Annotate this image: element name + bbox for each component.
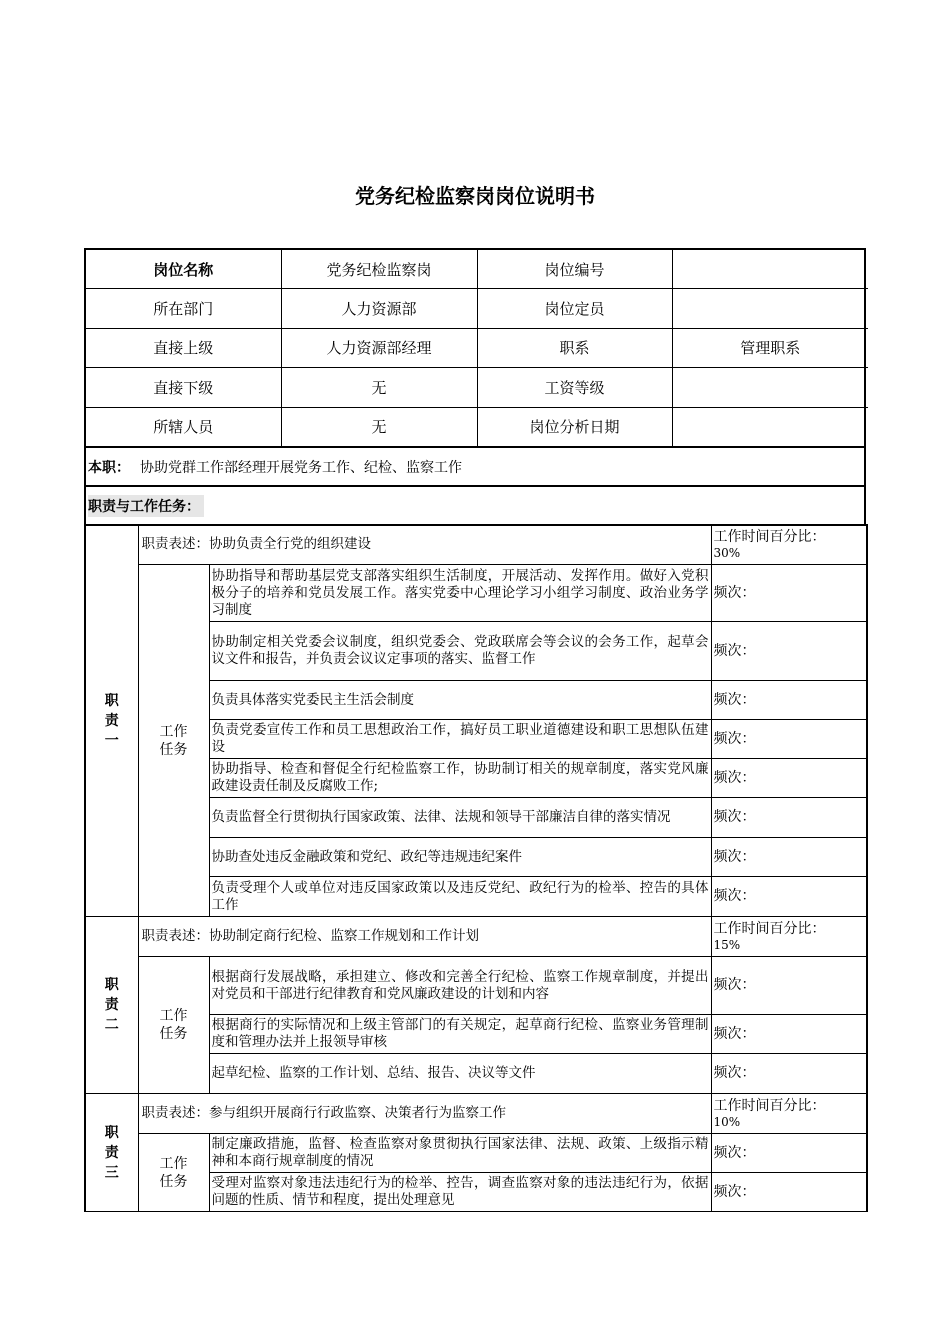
task-text: 根据商行的实际情况和上级主管部门的有关规定，起草商行纪检、监察业务管理制度和管理办法并上报领导审核 [209,1015,711,1054]
task-text: 根据商行发展战略，承担建立、修改和完善全行纪检、监察工作规章制度，并提出对党员和干部进行纪律教育和党风廉政建设的计划和内容 [209,957,711,1015]
info-row [86,407,868,446]
section-header [84,485,866,526]
frequency: 频次： [711,838,867,877]
duty-name-text: 职责一 [104,692,119,749]
time-percentage-label: 工作时间百分比： [713,920,826,937]
work-tasks-text: 工作任务 [159,723,188,758]
page-title: 党务纪检监察岗岗位说明书 [355,184,595,208]
info-label: 所在部门 [86,289,281,329]
time-percentage-label: 工作时间百分比： [713,528,826,545]
frequency: 频次： [711,720,867,759]
frequency: 频次： [711,957,867,1015]
frequency: 频次： [711,759,867,798]
frequency: 频次： [711,1173,867,1212]
task-text: 负责监督全行贯彻执行国家政策、法律、法规和领导干部廉洁自律的落实情况 [209,798,711,838]
time-percentage-value: 15% [713,937,741,952]
mission-label: 本职： [88,459,130,476]
duty-name-text: 职责三 [104,1124,119,1181]
duty-name [85,525,138,917]
duty-description: 职责表述：参与组织开展商行行政监察、决策者行为监察工作 [138,1094,711,1134]
time-percentage-label: 工作时间百分比： [713,1097,826,1114]
info-label: 直接下级 [86,368,281,408]
info-label: 工资等级 [477,368,672,408]
info-label: 直接上级 [86,328,281,368]
info-label: 职系 [477,328,672,368]
time-percentage [711,1094,867,1134]
task-text: 负责受理个人或单位对违反国家政策以及违反党纪、政纪行为的检举、控告的具体工作 [209,877,711,917]
task-text: 协助查处违反金融政策和党纪、政纪等违规违纪案件 [209,838,711,877]
info-value: 管理职系 [672,328,868,368]
duty-name [85,917,138,1094]
duty-desc-row [85,1094,867,1134]
task-text: 协助指导和帮助基层党支部落实组织生活制度，开展活动、发挥作用。做好入党积极分子的培养和党员发展工作。落实党委中心理论学习小组学习制度、政治业务学习制度 [209,565,711,622]
position-info-table [84,248,866,448]
task-text: 负责党委宣传工作和员工思想政治工作，搞好员工职业道德建设和职工思想队伍建设 [209,720,711,759]
time-percentage-value: 10% [713,1114,741,1129]
task-row [85,1134,867,1173]
info-row [86,250,868,289]
task-text: 制定廉政措施，监督、检查监察对象贯彻执行国家法律、法规、政策、上级指示精神和本商行规章制度的情况 [209,1134,711,1173]
time-percentage [711,525,867,565]
task-row [85,565,867,622]
duty-name [85,1094,138,1212]
info-value [672,250,868,289]
info-label: 岗位定员 [477,289,672,329]
frequency: 频次： [711,1054,867,1094]
mission-row [84,446,866,487]
info-value: 人力资源部 [281,289,477,329]
work-tasks-label [138,957,209,1094]
task-text: 协助指导、检查和督促全行纪检监察工作，协助制订相关的规章制度，落实党风廉政建设责任制及反腐败工作; [209,759,711,798]
work-tasks-label [138,1134,209,1212]
duty-description: 职责表述：协助制定商行纪检、监察工作规划和工作计划 [138,917,711,957]
frequency: 频次： [711,798,867,838]
info-value: 无 [281,368,477,408]
frequency: 频次： [711,565,867,622]
duty-description: 职责表述：协助负责全行党的组织建设 [138,525,711,565]
frequency: 频次： [711,681,867,720]
info-row [86,328,868,368]
info-value: 党务纪检监察岗 [281,250,477,289]
info-label: 岗位分析日期 [477,407,672,446]
info-label: 岗位编号 [477,250,672,289]
info-value [672,289,868,329]
task-row [85,957,867,1015]
duties-table [84,524,868,1212]
duty-desc-row [85,525,867,565]
frequency: 频次： [711,1015,867,1054]
task-text: 协助制定相关党委会议制度，组织党委会、党政联席会等会议的会务工作，起草会议文件和报告，并负责会议议定事项的落实、监督工作 [209,622,711,681]
duty-desc-row [85,917,867,957]
info-value: 无 [281,407,477,446]
duty-name-text: 职责二 [104,977,119,1033]
frequency: 频次： [711,877,867,917]
task-text: 负责具体落实党委民主生活会制度 [209,681,711,720]
info-value [672,368,868,408]
info-row [86,368,868,408]
work-tasks-text: 工作任务 [159,1155,188,1190]
info-label: 所辖人员 [86,407,281,446]
task-text: 起草纪检、监察的工作计划、总结、报告、决议等文件 [209,1054,711,1094]
frequency: 频次： [711,1134,867,1173]
info-row [86,289,868,329]
info-value [672,407,868,446]
work-tasks-text: 工作任务 [159,1008,188,1042]
info-value: 人力资源部经理 [281,328,477,368]
info-label: 岗位名称 [86,250,281,289]
section-label: 职责与工作任务： [88,495,204,517]
mission-text: 协助党群工作部经理开展党务工作、纪检、监察工作 [140,459,462,476]
frequency: 频次： [711,622,867,681]
work-tasks-label [138,565,209,917]
task-text: 受理对监察对象违法违纪行为的检举、控告，调查监察对象的违法违纪行为，依据问题的性质、情节和程度，提出处理意见 [209,1173,711,1212]
time-percentage-value: 30% [713,545,741,560]
time-percentage [711,917,867,957]
